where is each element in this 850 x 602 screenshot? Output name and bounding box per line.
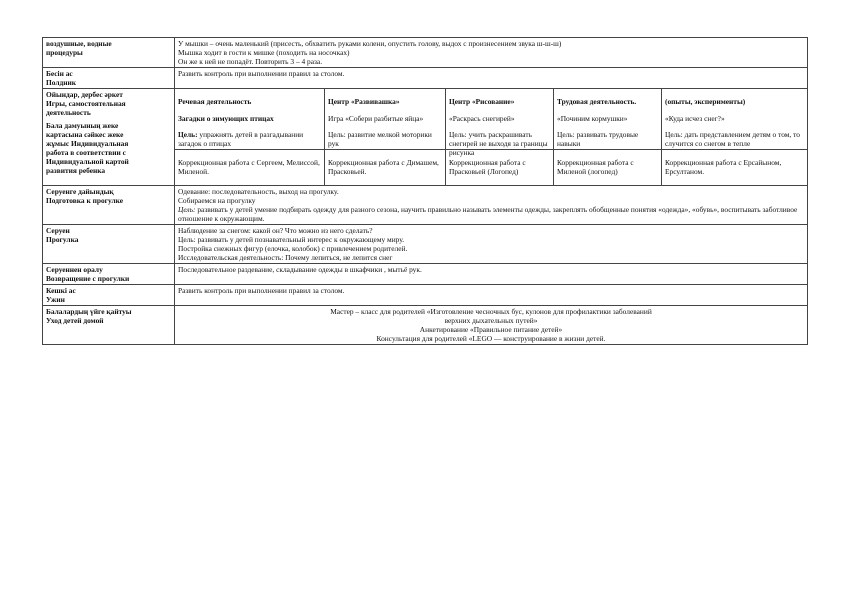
table-row (42, 306, 808, 345)
row-label: Серуенге дайындық Подготовка к прогулке (43, 186, 175, 224)
row-content: Наблюдение за снегом: какой он? Что можно из него сделать? Цель: развивать у детей познавательный интерес к окружающему миру. Постройка снежных фигур (елочка, колобок) с привлечением родителей. Исследовательская деятельность: Почему лепиться, не лепится снег (178, 225, 408, 262)
correction-cell: Коррекционная работа с Миленой (логопед) (554, 150, 662, 185)
correction-work (175, 149, 807, 185)
row-label: Балалардың үйге қайтуы Уход детей домой (43, 306, 175, 344)
activity-cell: Трудовая деятельность. «Починим кормушки» Цель: развивать трудовые навыки (554, 89, 662, 149)
table-row (42, 264, 808, 285)
daily-plan-table (42, 37, 808, 345)
correction-cell: Коррекционная работа с Прасковьей (Логопед) (446, 150, 554, 185)
activity-centers (175, 89, 807, 158)
row-label: Бесін ас Полдник (43, 68, 175, 88)
row-content: Мастер – класс для родителей «Изготовление чесночных бус, кулонов для профилактики заболеваний верхних дыхательных путей» Анкетирование «Правильное питание детей» Консультация для родителей «LEGO — конструирование в жизни детей. (330, 306, 652, 343)
correction-cell: Коррекционная работа с Димашем, Прасковьей. (325, 150, 446, 185)
row-label: воздушные, водные процедуры (43, 38, 175, 67)
table-row (42, 186, 808, 225)
activity-cell: Центр «Рисование» «Раскрась снегирей» Цель: учить раскрашивать снегирей не выходя за границы рисунка (446, 89, 554, 149)
row-content: У мышки – очень маленький (присесть, обхватить руками колени, опустить голову, выдох с произнесением звука ш-ш-ш) Мышка ходит в гости к мишке (походить на носочках) Он же к ней не попадёт. Повторить 3 – 4 раза. (178, 39, 562, 66)
row-label: Серуен Прогулка (43, 225, 175, 263)
activity-grid (175, 89, 807, 185)
activity-cell: Центр «Развивашка» Игра «Собери разбитые яйца» Цель: развитие мелкой моторики рук (325, 89, 446, 149)
correction-cell: Коррекционная работа с Сергеем, Мелиссой, Миленой. (175, 150, 325, 185)
row-content: Последовательное раздевание, складывание одежды в шкафчики , мытьё рук. (178, 264, 422, 274)
table-row (42, 225, 808, 264)
row-label: Серуеннен оралу Возвращение с прогулки (43, 264, 175, 284)
row-label: Ойындар, дербес әркет Игры, самостоятельная деятельность Бала дамуының жеке картасына сәйкес жеке жұмыс Индивидуальная работа в соответствии с Индивидуальной картой развития ребенка (43, 89, 175, 185)
table-row (42, 285, 808, 306)
row-content: Развить контроль при выполнении правил за столом. (178, 285, 345, 295)
table-row (42, 37, 808, 68)
row-content: Одевание: последовательность, выход на прогулку. Собираемся на прогулку Цель: развивать у детей умение подбирать одежду для разного сезона, научить правильно называть элементы одежды, закреплять обобщенные понятия «одежда», «обувь», воспитывать заботливое отношение к окружающим. (178, 186, 798, 223)
row-label: Кешкі ас Ужин (43, 285, 175, 305)
correction-cell: Коррекционная работа с Ерсайыном, Ерсултаном. (665, 158, 782, 177)
activity-cell: (опыты, эксперименты) «Куда исчез снег?» Цель: дать представлением детям о том, то случится со снегом в тепле (665, 97, 800, 149)
activity-cell: Речевая деятельность Загадки о зимующих птицах Цель: упражнять детей в разгадывании загадок о птицах (175, 89, 325, 149)
table-row (42, 89, 808, 186)
table-row (42, 68, 808, 89)
row-content: Развить контроль при выполнении правил за столом. (178, 69, 345, 78)
